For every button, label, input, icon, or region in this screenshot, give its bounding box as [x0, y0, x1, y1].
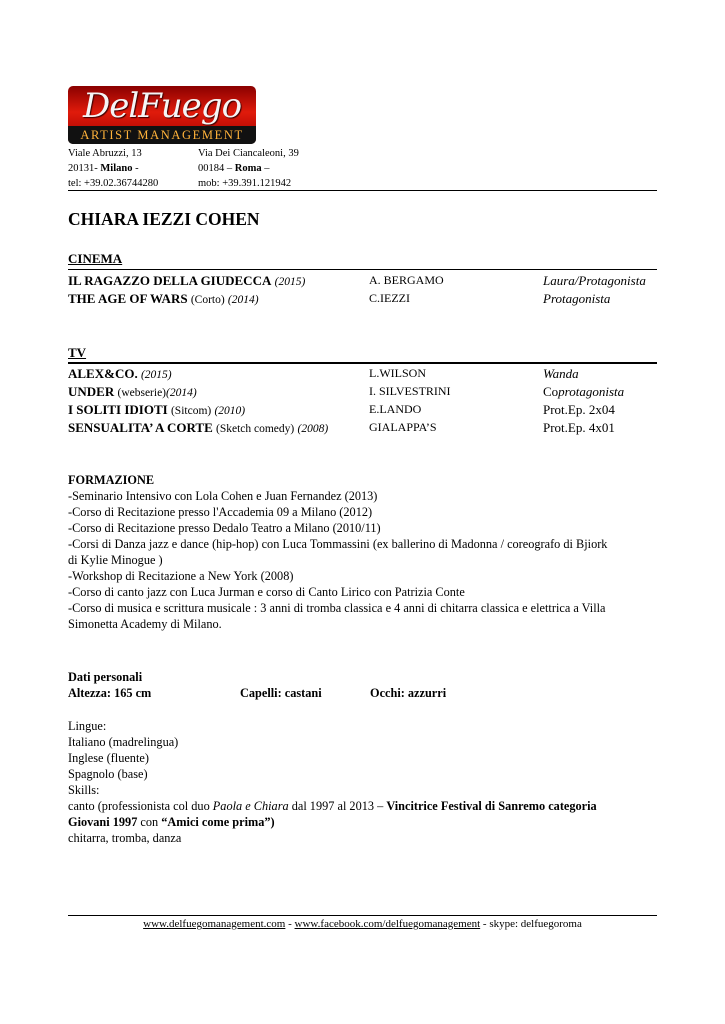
facebook-link[interactable]: www.facebook.com/delfuegomanagement — [294, 918, 481, 930]
credit-director: E.LANDO — [369, 402, 422, 416]
training-line: di Kylie Minogue ) — [68, 553, 163, 567]
logo-script-text: DelFuego — [82, 86, 242, 126]
skills-label: Skills: — [68, 783, 100, 797]
skills-section — [68, 718, 658, 846]
office-phone: tel: +39.02.36744280 — [68, 178, 159, 189]
language-item: Italiano (madrelingua) — [68, 735, 179, 749]
credit-director: L.WILSON — [369, 366, 426, 380]
hair-value: Capelli: castani — [240, 686, 322, 700]
header-divider — [68, 190, 657, 191]
footer-divider — [68, 915, 657, 916]
credit-type: (Corto) — [190, 294, 225, 306]
credit-row — [68, 273, 668, 291]
credit-director: C.IEZZI — [369, 291, 410, 305]
credit-row — [68, 420, 668, 438]
training-line: -Workshop di Recitazione a New York (2008) — [68, 569, 294, 583]
training-line: -Corso di canto jazz con Luca Jurman e corso di Canto Lirico con Patrizia Conte — [68, 585, 465, 599]
height-value: Altezza: 165 cm — [68, 686, 152, 700]
training-line: -Corso di musica e scrittura musicale : 3 anni di tromba classica e 4 anni di chitarra classica e elettrica a Villa — [68, 601, 606, 615]
section-heading-formazione: FORMAZIONE — [68, 473, 155, 487]
office-city-line: 00184 – Roma – — [198, 163, 270, 174]
credit-role: Protagonista — [543, 291, 611, 306]
office-street: Viale Abruzzi, 13 — [68, 148, 142, 159]
credit-role: Prot.Ep. 4x01 — [543, 420, 615, 435]
actor-name: CHIARA IEZZI COHEN — [68, 209, 260, 229]
logo-subtitle: ARTIST MANAGEMENT — [68, 126, 256, 144]
footer: www.delfuegomanagement.com - www.facebook.com/delfuegomanagement - skype: delfuegoroma — [143, 918, 582, 930]
training-line: -Corsi di Danza jazz e dance (hip-hop) con Luca Tommassini (ex ballerino di Madonna / coreografo di Bjiork — [68, 537, 608, 551]
credit-row — [68, 291, 668, 309]
credit-title: ALEX&CO. — [68, 366, 138, 381]
credit-director: I. SILVESTRINI — [369, 384, 451, 398]
languages-label: Lingue: — [68, 719, 107, 733]
skills-text: chitarra, tromba, danza — [68, 831, 182, 845]
credit-year: (2015) — [274, 276, 306, 288]
credit-year: (2010) — [214, 405, 246, 417]
office-roma — [198, 146, 299, 191]
office-city-line: 20131- Milano - — [68, 163, 139, 174]
credit-year: (2014) — [166, 387, 197, 399]
credit-title: THE AGE OF WARS — [68, 291, 188, 306]
credit-title: UNDER — [68, 384, 115, 399]
credit-type: (Sketch comedy) — [216, 423, 295, 435]
credit-director: A. BERGAMO — [369, 273, 444, 287]
credit-type: (Sitcom) — [170, 405, 212, 417]
skills-text: Giovani 1997 con “Amici come prima”) — [68, 815, 275, 829]
company-logo — [68, 86, 256, 144]
office-phone: mob: +39.391.121942 — [198, 178, 292, 189]
section-heading-personal: Dati personali — [68, 670, 143, 684]
eyes-value: Occhi: azzurri — [370, 686, 447, 700]
credit-role: Prot.Ep. 2x04 — [543, 402, 615, 417]
formazione-section — [68, 472, 658, 632]
credit-year: (2008) — [297, 423, 329, 435]
credit-year: (2015) — [140, 369, 172, 381]
credit-role: Wanda — [543, 366, 579, 381]
cinema-divider — [68, 269, 657, 270]
training-line: -Corso di Recitazione presso l'Accademia 09 a Milano (2012) — [68, 505, 373, 519]
tv-divider — [68, 362, 657, 364]
credit-row — [68, 402, 668, 420]
website-link[interactable]: www.delfuegomanagement.com — [143, 918, 286, 930]
training-line: -Seminario Intensivo con Lola Cohen e Juan Fernandez (2013) — [68, 489, 378, 503]
credit-role: Laura/Protagonista — [543, 273, 646, 288]
physical-stats — [68, 685, 658, 701]
credit-type: (webserie) — [117, 387, 167, 399]
credit-year: (2014) — [227, 294, 259, 306]
section-heading-tv: TV — [68, 345, 87, 360]
credit-role: Coprotagonista — [543, 384, 625, 399]
language-item: Spagnolo (base) — [68, 767, 148, 781]
training-line: Simonetta Academy di Milano. — [68, 617, 222, 631]
skype-text: - skype: delfuegoroma — [480, 918, 582, 930]
credit-title: SENSUALITA’ A CORTE — [68, 420, 213, 435]
language-item: Inglese (fluente) — [68, 751, 149, 765]
credit-title: IL RAGAZZO DELLA GIUDECCA — [68, 273, 272, 288]
office-street: Via Dei Ciancaleoni, 39 — [198, 148, 299, 159]
personal-section — [68, 669, 658, 701]
credit-row — [68, 384, 668, 402]
credit-row — [68, 366, 668, 384]
office-milano — [68, 146, 158, 191]
training-line: -Corso di Recitazione presso Dedalo Teatro a Milano (2010/11) — [68, 521, 381, 535]
credit-title: I SOLITI IDIOTI — [68, 402, 168, 417]
skills-text: canto (professionista col duo Paola e Chiara dal 1997 al 2013 – Vincitrice Festival di Sanremo categoria — [68, 799, 597, 813]
section-heading-cinema: CINEMA — [68, 251, 123, 266]
credit-director: GIALAPPA’S — [369, 420, 437, 434]
